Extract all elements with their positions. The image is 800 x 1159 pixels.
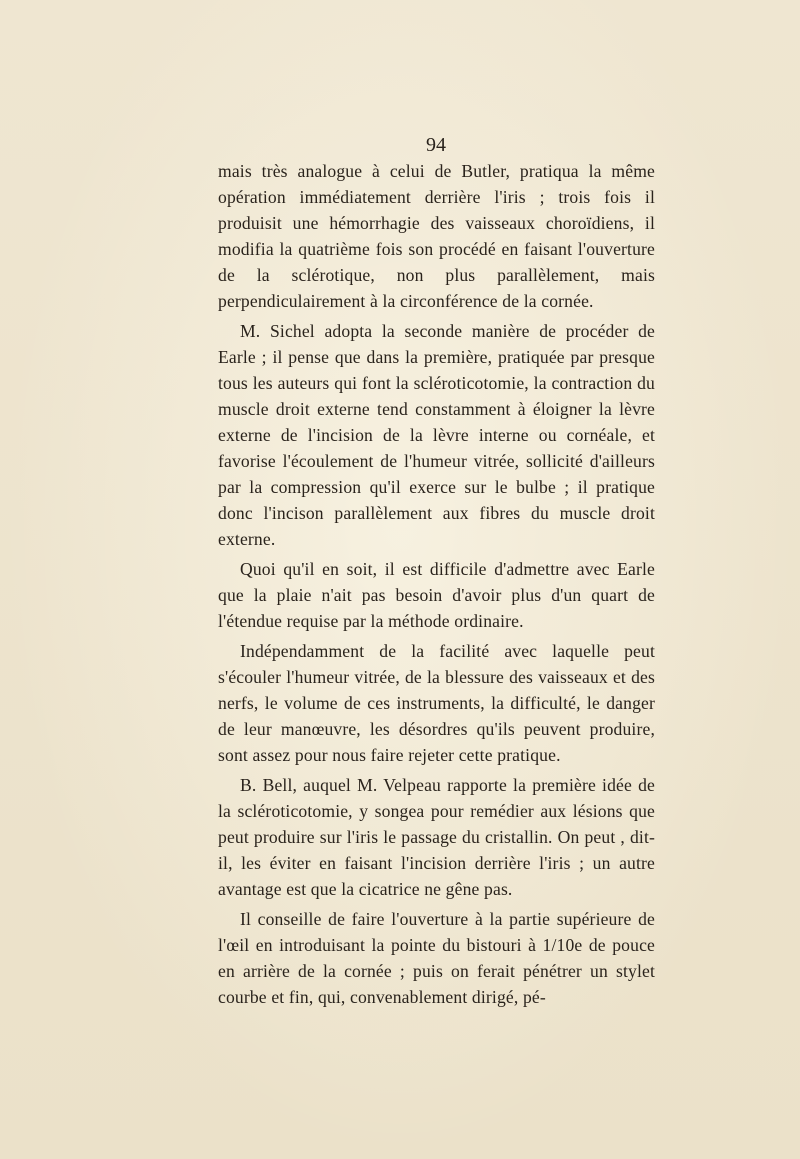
paragraph-5: B. Bell, auquel M. Velpeau rapporte la première idée de la scléroticotomie, y songea pour remédier aux lésions que peut produire sur l'iris le passage du cristallin. On peut , dit-il, les éviter en faisant l'incision derrière l'iris ; un autre avantage est que la cicatrice ne gêne pas.	[218, 775, 655, 899]
paragraph-1: mais très analogue à celui de Butler, pratiqua la même opération immédiatement derrière l'iris ; trois fois il produisit une hémorrhagie des vaisseaux choroïdiens, il modifia la quatrième fois son procédé en faisant l'ouverture de la sclérotique, non plus parallèlement, mais perpendiculairement à la circonférence de la cornée.	[218, 161, 655, 311]
paragraph-3: Quoi qu'il en soit, il est difficile d'admettre avec Earle que la plaie n'ait pas besoin d'avoir plus d'un quart de l'étendue requise par la méthode ordinaire.	[218, 559, 655, 631]
paragraph-4: Indépendamment de la facilité avec laquelle peut s'écouler l'humeur vitrée, de la blessure des vaisseaux et des nerfs, le volume de ces instruments, la difficulté, le danger de leur manœuvre, les désordres qu'ils peuvent produire, sont assez pour nous faire rejeter cette pratique.	[218, 641, 655, 765]
paragraph-2: M. Sichel adopta la seconde manière de procéder de Earle ; il pense que dans la première, pratiquée par presque tous les auteurs qui font la scléroticotomie, la contraction du muscle droit externe tend constamment à éloigner la lèvre externe de l'incision de la lèvre interne ou cornéale, et favorise l'écoulement de l'humeur vitrée, sollicité d'ailleurs par la compression qu'il exerce sur le bulbe ; il pratique donc l'incison parallèlement aux fibres du muscle droit externe.	[218, 321, 655, 549]
paragraph-6: Il conseille de faire l'ouverture à la partie supérieure de l'œil en introduisant la pointe du bistouri à 1/10e de pouce en arrière de la cornée ; puis on ferait pénétrer un stylet courbe et fin, qui, convenablement dirigé, pé-	[218, 909, 655, 1007]
body-text	[218, 158, 655, 1010]
page-number: 94	[426, 134, 446, 156]
